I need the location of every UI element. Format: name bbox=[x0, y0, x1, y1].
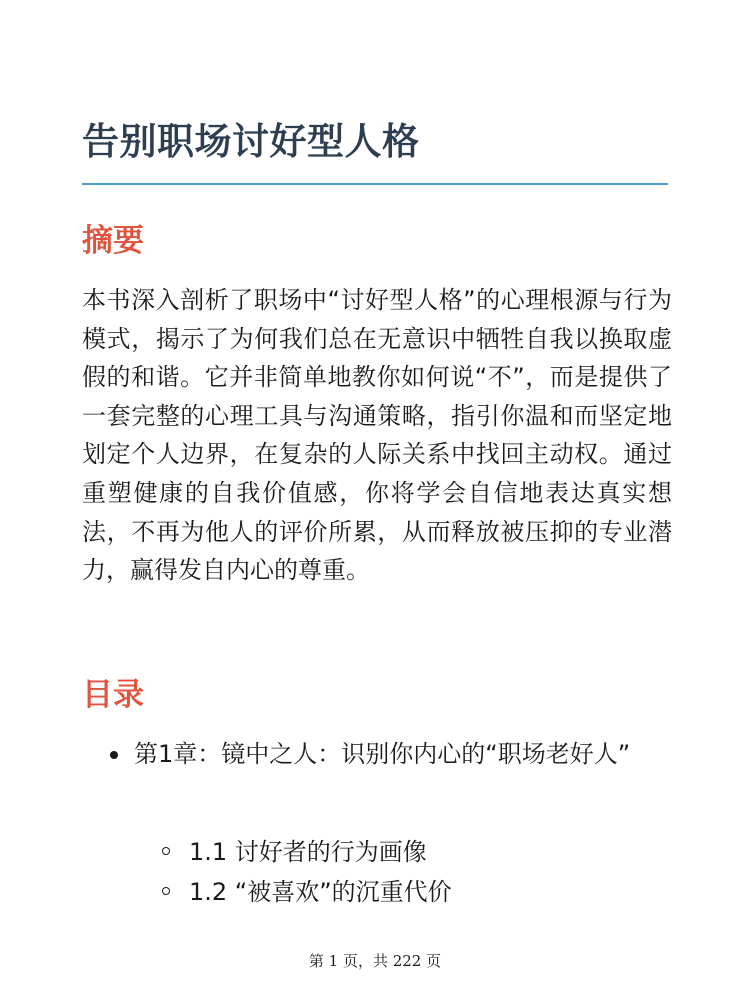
abstract-body: 本书深入剖析了职场中“讨好型人格”的心理根源与行为模式，揭示了为何我们总在无意识中牺牲自我以换取虚假的和谐。它并非简单地教你如何说“不”，而是提供了一套完整的心理工具与沟通策略，指引你温和而坚定地划定个人边界，在复杂的人际关系中找回主动权。通过重塑健康的自我价值感，你将学会自信地表达真实想法，不再为他人的评价所累，从而释放被压抑的专业潜力，赢得发自内心的尊重。 bbox=[82, 286, 672, 585]
toc-section-1-2[interactable] bbox=[82, 872, 668, 912]
toc-section-label: 1.1 讨好者的行为画像 bbox=[189, 838, 427, 866]
title-divider bbox=[82, 183, 668, 185]
toc-section-list bbox=[82, 832, 668, 912]
bullet-disc-icon bbox=[110, 751, 118, 759]
toc-heading: 目录 bbox=[82, 677, 144, 713]
abstract-heading: 摘要 bbox=[82, 223, 144, 259]
page-number-footer: 第 1 页，共 222 页 bbox=[308, 952, 442, 970]
toc-section-1-1[interactable] bbox=[82, 832, 668, 872]
book-title: 告别职场讨好型人格 bbox=[82, 120, 420, 163]
toc-section-label: 1.2 “被喜欢”的沉重代价 bbox=[189, 878, 452, 906]
toc-chapter-label: 第1章：镜中之人：识别你内心的“职场老好人” bbox=[134, 740, 631, 768]
toc-list bbox=[82, 735, 668, 906]
bullet-circle-icon bbox=[162, 887, 170, 895]
bullet-circle-icon bbox=[162, 847, 170, 855]
toc-chapter-1[interactable] bbox=[82, 735, 668, 774]
